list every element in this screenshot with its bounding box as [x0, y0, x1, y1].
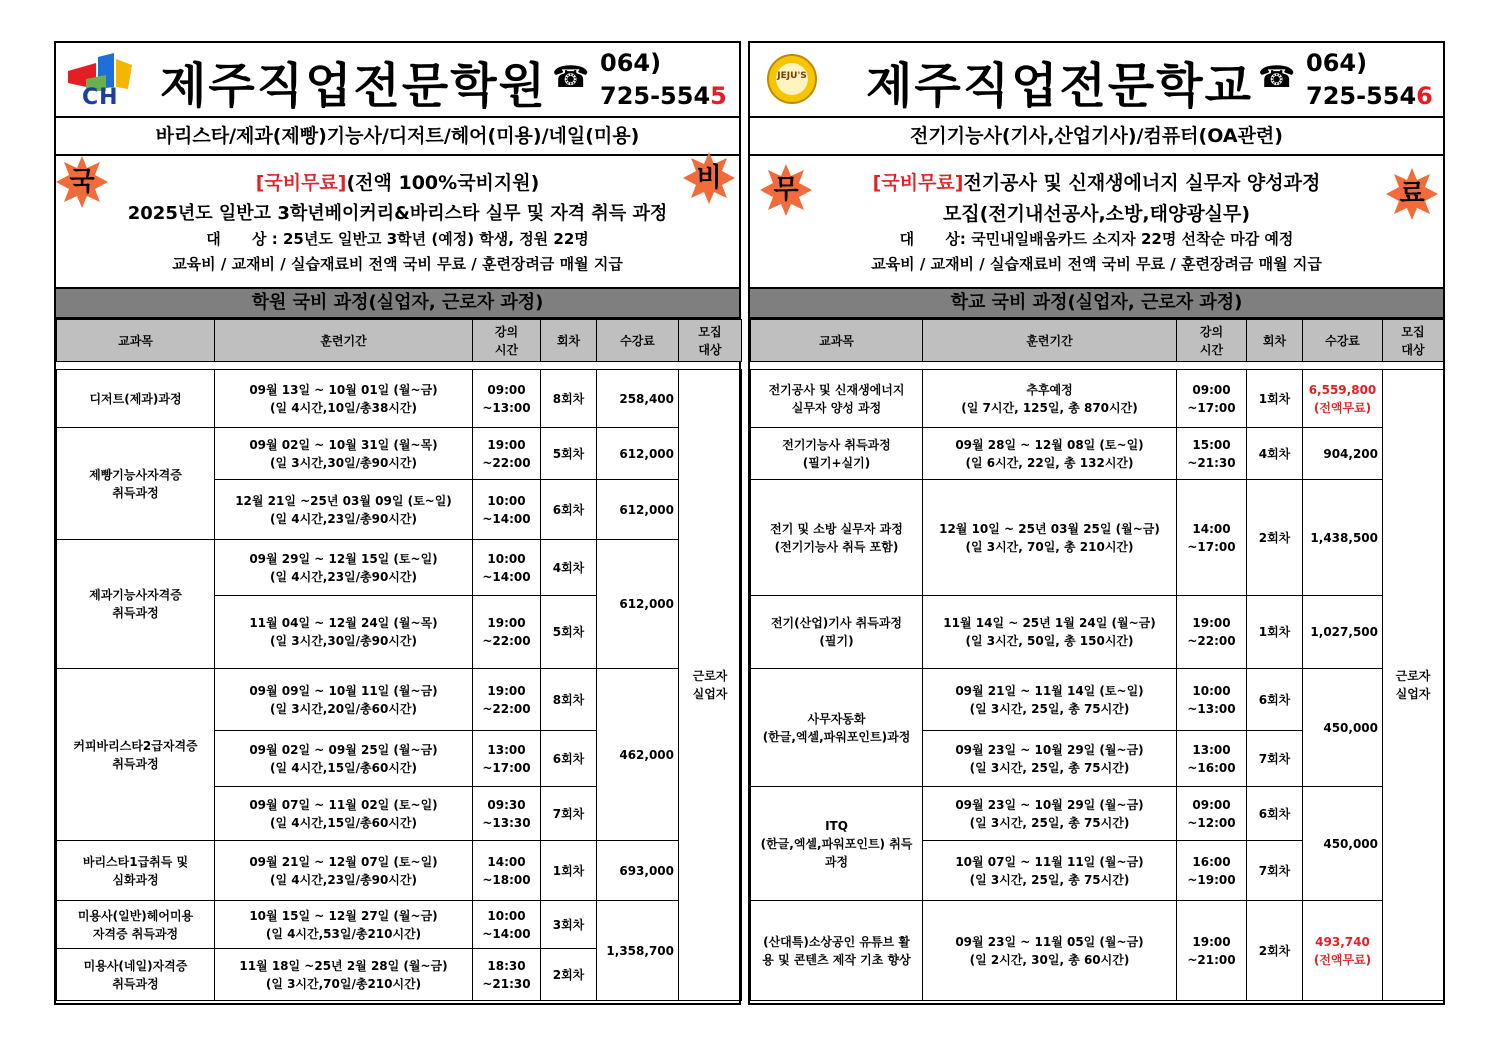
promo-headline [56, 168, 739, 195]
course-name: 제빵기능사자격증 취득과정 [57, 428, 215, 540]
phone-icon: ☎ [552, 60, 590, 95]
promo-benefits: 교육비 / 교재비 / 실습재료비 전액 국비 무료 / 훈련장려금 매월 지급 [172, 255, 623, 273]
table-row [751, 596, 1444, 669]
course-round: 2회차 [541, 949, 597, 1001]
course-round: 1회차 [1247, 370, 1303, 428]
course-time: 14:00 ~17:00 [1177, 480, 1247, 596]
col-header-subject: 교과목 [751, 320, 923, 362]
table-row [751, 787, 1444, 841]
school-course-table [750, 319, 1444, 1001]
school-title: 제주직업전문학교 [866, 58, 1253, 114]
course-round: 7회차 [541, 787, 597, 841]
course-time: 19:00 ~22:00 [473, 669, 541, 731]
col-header-subject: 교과목 [57, 320, 215, 362]
course-round: 6회차 [541, 480, 597, 540]
course-name: 전기기능사 취득과정 (필기+실기) [751, 428, 923, 480]
course-fee: 6,559,800 (전액무료) [1303, 370, 1383, 428]
course-round: 1회차 [541, 841, 597, 901]
school-panel [748, 41, 1445, 1005]
course-name: 미용사(네일)자격증 취득과정 [57, 949, 215, 1001]
school-section-title: 학교 국비 과정(실업자, 근로자 과정) [750, 287, 1443, 319]
course-round: 5회차 [541, 428, 597, 480]
table-row [751, 480, 1444, 596]
course-name: 전기 및 소방 실무자 과정 (전기기능사 취득 포함) [751, 480, 923, 596]
course-time: 13:00 ~17:00 [473, 731, 541, 787]
academy-subjects: 바리스타/제과(제빵)기능사/디저트/헤어(미용)/네일(미용) [56, 118, 739, 156]
col-header-target: 모집 대상 [1383, 320, 1444, 362]
col-header-round: 회차 [541, 320, 597, 362]
table-row [57, 540, 742, 596]
course-time: 09:00 ~12:00 [1177, 787, 1247, 841]
course-time: 19:00 ~22:00 [473, 596, 541, 669]
course-period: 09월 07일 ~ 11월 02일 (토~일) (일 4시간,15일/총60시간) [215, 787, 473, 841]
col-header-target: 모집 대상 [679, 320, 742, 362]
course-time: 10:00 ~13:00 [1177, 669, 1247, 731]
course-period: 09월 02일 ~ 10월 31일 (월~목) (일 3시간,30일/총90시간) [215, 428, 473, 480]
course-name: (산대특)소상공인 유튜브 활 용 및 콘텐츠 제작 기초 향상 [751, 901, 923, 1001]
course-round: 8회차 [541, 669, 597, 731]
academy-title: 제주직업전문학원 [160, 58, 547, 114]
course-period: 09월 09일 ~ 10월 11일 (월~금) (일 3시간,20일/총60시간) [215, 669, 473, 731]
academy-panel [54, 41, 741, 1005]
promo-headline [750, 168, 1443, 195]
course-round: 4회차 [541, 540, 597, 596]
course-period: 12월 21일 ~25년 03월 09일 (토~일) (일 4시간,23일/총90시간) [215, 480, 473, 540]
course-fee: 1,027,500 [1303, 596, 1383, 669]
phone-icon: ☎ [1258, 60, 1296, 95]
promo-headline-rest: (전액 100%국비지원) [346, 172, 540, 194]
course-period: 09월 13일 ~ 10월 01일 (월~금) (일 4시간,10일/총38시간) [215, 370, 473, 428]
burst-badge-left-label: 무 [773, 175, 799, 205]
course-fee: 693,000 [597, 841, 679, 901]
course-time: 09:00 ~13:00 [473, 370, 541, 428]
table-row [751, 370, 1444, 428]
table-row [57, 841, 742, 901]
school-promo [750, 156, 1443, 287]
course-target: 근로자 실업자 [1383, 370, 1444, 1001]
table-header-row [57, 320, 742, 362]
table-row [57, 901, 742, 949]
course-round: 7회차 [1247, 731, 1303, 787]
table-row [57, 370, 742, 428]
course-round: 1회차 [1247, 596, 1303, 669]
burst-badge-left-label: 국 [69, 167, 95, 197]
course-name: 전기공사 및 신재생에너지 실무자 양성 과정 [751, 370, 923, 428]
academy-course-table [56, 319, 742, 1001]
course-round: 7회차 [1247, 841, 1303, 901]
course-period: 추후예정 (일 7시간, 125일, 총 870시간) [923, 370, 1177, 428]
course-fee: 450,000 [1303, 787, 1383, 901]
promo-headline-rest: 전기공사 및 신재생에너지 실무자 양성과정 [963, 172, 1321, 194]
course-time: 09:30 ~13:30 [473, 787, 541, 841]
course-fee: 1,358,700 [597, 901, 679, 1001]
course-fee: 904,200 [1303, 428, 1383, 480]
course-name: 제과기능사자격증 취득과정 [57, 540, 215, 669]
course-period: 09월 23일 ~ 11월 05일 (월~금) (일 2시간, 30일, 총 60시간) [923, 901, 1177, 1001]
course-round: 2회차 [1247, 901, 1303, 1001]
academy-header [56, 43, 739, 118]
course-period: 11월 14일 ~ 25년 1월 24일 (월~금) (일 3시간, 50일, 총 150시간) [923, 596, 1177, 669]
col-header-time: 강의 시간 [473, 320, 541, 362]
course-name: ITQ (한글,엑셀,파워포인트) 취득 과정 [751, 787, 923, 901]
phone-number-main: 725-554 [1306, 82, 1417, 110]
course-time: 18:30 ~21:30 [473, 949, 541, 1001]
table-row [751, 669, 1444, 731]
course-name: 바리스타1급취득 및 심화과정 [57, 841, 215, 901]
course-name: 디저트(제과)과정 [57, 370, 215, 428]
col-header-fee: 수강료 [597, 320, 679, 362]
course-period: 09월 23일 ~ 10월 29일 (월~금) (일 3시간, 25일, 총 75시간) [923, 787, 1177, 841]
course-period: 10월 07일 ~ 11월 11일 (월~금) (일 3시간, 25일, 총 75시간) [923, 841, 1177, 901]
course-time: 10:00 ~14:00 [473, 901, 541, 949]
course-fee: 450,000 [1303, 669, 1383, 787]
course-time: 09:00 ~17:00 [1177, 370, 1247, 428]
school-logo [766, 53, 818, 105]
course-period: 09월 23일 ~ 10월 29일 (월~금) (일 3시간, 25일, 총 75시간) [923, 731, 1177, 787]
academy-phone [600, 47, 727, 113]
promo-free-tag: [국비무료] [872, 172, 964, 194]
course-period: 11월 18일 ~25년 2월 28일 (월~금) (일 3시간,70일/총210시간) [215, 949, 473, 1001]
school-subjects: 전기기능사(기사,산업기사)/컴퓨터(OA관련) [750, 118, 1443, 156]
course-fee: 493,740 (전액무료) [1303, 901, 1383, 1001]
col-header-time: 강의 시간 [1177, 320, 1247, 362]
course-period: 09월 28일 ~ 12월 08일 (토~일) (일 6시간, 22일, 총 132시간) [923, 428, 1177, 480]
course-name: 사무자동화 (한글,엑셀,파워포인트)과정 [751, 669, 923, 787]
course-fee: 612,000 [597, 428, 679, 480]
course-round: 6회차 [541, 731, 597, 787]
academy-promo [56, 156, 739, 287]
school-logo-text: JEJU'S [777, 71, 807, 81]
course-fee: 612,000 [597, 480, 679, 540]
course-time: 19:00 ~22:00 [1177, 596, 1247, 669]
col-header-fee: 수강료 [1303, 320, 1383, 362]
col-header-period: 훈련기간 [215, 320, 473, 362]
promo-target: 대 상: 국민내일배움카드 소지자 22명 선착순 마감 예정 [899, 230, 1294, 248]
course-fee: 1,438,500 [1303, 480, 1383, 596]
course-period: 11월 04일 ~ 12월 24일 (월~목) (일 3시간,30일/총90시간) [215, 596, 473, 669]
school-header [750, 43, 1443, 118]
course-round: 5회차 [541, 596, 597, 669]
course-name: 커피바리스타2급자격증 취득과정 [57, 669, 215, 841]
course-name: 미용사(일반)헤어미용 자격증 취득과정 [57, 901, 215, 949]
course-time: 15:00 ~21:30 [1177, 428, 1247, 480]
phone-number-main: 725-554 [600, 82, 711, 110]
course-time: 10:00 ~14:00 [473, 480, 541, 540]
course-fee: 258,400 [597, 370, 679, 428]
course-period: 09월 29일 ~ 12월 15일 (토~일) (일 4시간,23일/총90시간) [215, 540, 473, 596]
table-row [57, 669, 742, 731]
course-round: 3회차 [541, 901, 597, 949]
col-header-period: 훈련기간 [923, 320, 1177, 362]
burst-badge-right-label: 비 [696, 163, 722, 193]
course-period: 09월 21일 ~ 11월 14일 (토~일) (일 3시간, 25일, 총 75시간) [923, 669, 1177, 731]
academy-section-title: 학원 국비 과정(실업자, 근로자 과정) [56, 287, 739, 319]
course-time: 16:00 ~19:00 [1177, 841, 1247, 901]
promo-target: 대 상 : 25년도 일반고 3학년 (예정) 학생, 정원 22명 [206, 230, 589, 248]
course-round: 6회차 [1247, 787, 1303, 841]
course-period: 12월 10일 ~ 25년 03월 25일 (월~금) (일 3시간, 70일, 총 210시간) [923, 480, 1177, 596]
academy-logo-text: CH [82, 85, 119, 110]
course-time: 19:00 ~21:00 [1177, 901, 1247, 1001]
course-time: 14:00 ~18:00 [473, 841, 541, 901]
table-row [751, 901, 1444, 1001]
course-fee: 462,000 [597, 669, 679, 841]
academy-logo [66, 49, 138, 111]
promo-free-tag: [국비무료] [255, 172, 347, 194]
promo-benefits: 교육비 / 교재비 / 실습재료비 전액 국비 무료 / 훈련장려금 매월 지급 [871, 255, 1322, 273]
burst-badge-right-label: 료 [1399, 179, 1425, 209]
col-header-round: 회차 [1247, 320, 1303, 362]
course-period: 10월 15일 ~ 12월 27일 (월~금) (일 4시간,53일/총210시간) [215, 901, 473, 949]
table-header-row [751, 320, 1444, 362]
phone-number-last-digit: 6 [1416, 82, 1433, 110]
course-round: 8회차 [541, 370, 597, 428]
course-period: 09월 21일 ~ 12월 07일 (토~일) (일 4시간,23일/총90시간) [215, 841, 473, 901]
course-name: 전기(산업)기사 취득과정 (필기) [751, 596, 923, 669]
course-time: 19:00 ~22:00 [473, 428, 541, 480]
phone-area-code: 064) [600, 49, 662, 77]
course-target: 근로자 실업자 [679, 370, 742, 1001]
course-fee: 612,000 [597, 540, 679, 669]
course-time: 10:00 ~14:00 [473, 540, 541, 596]
phone-number-last-digit: 5 [710, 82, 727, 110]
table-row [751, 428, 1444, 480]
course-round: 6회차 [1247, 669, 1303, 731]
table-row [57, 428, 742, 480]
course-period: 09월 02일 ~ 09월 25일 (월~금) (일 4시간,15일/총60시간) [215, 731, 473, 787]
course-round: 2회차 [1247, 480, 1303, 596]
promo-course-title: 모집(전기내선공사,소방,태양광실무) [942, 203, 1251, 225]
course-round: 4회차 [1247, 428, 1303, 480]
course-time: 13:00 ~16:00 [1177, 731, 1247, 787]
phone-area-code: 064) [1306, 49, 1368, 77]
promo-course-title: 2025년도 일반고 3학년베이커리&바리스타 실무 및 자격 취득 과정 [127, 203, 668, 224]
school-phone [1306, 47, 1433, 113]
